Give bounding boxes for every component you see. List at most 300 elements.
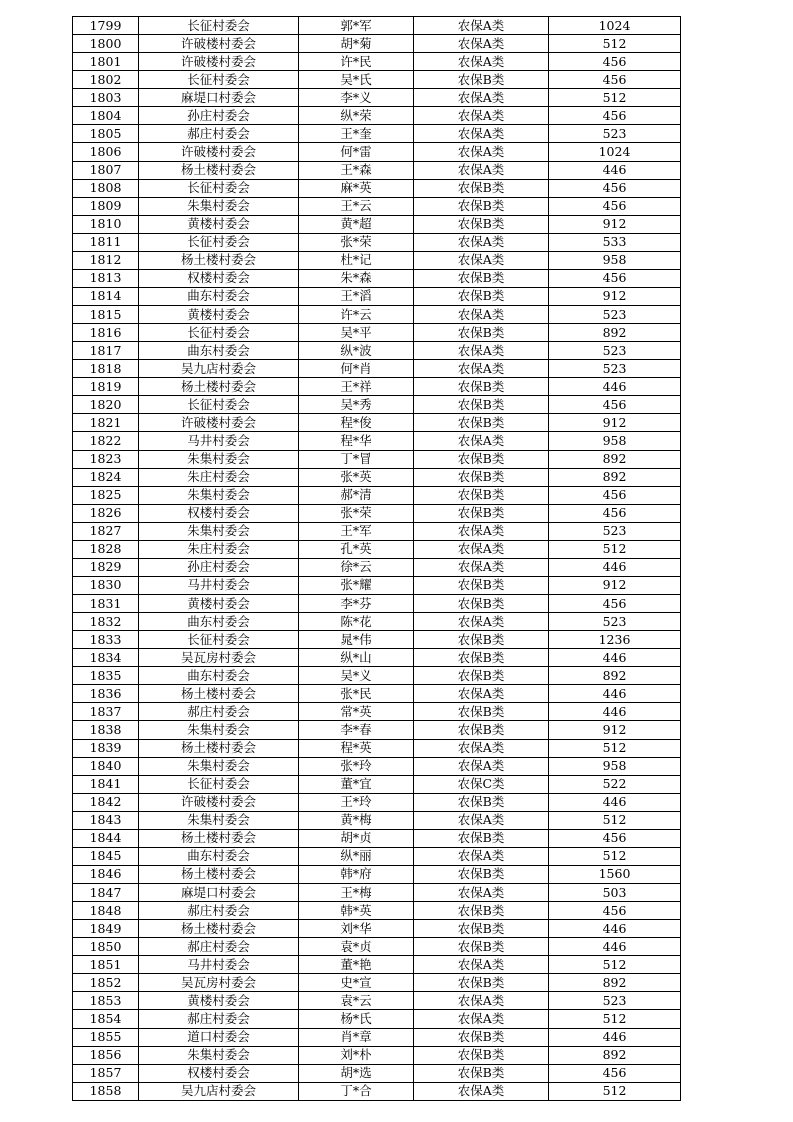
- serial-number-cell: 1848: [73, 902, 139, 920]
- amount-cell: 892: [549, 324, 681, 342]
- amount-cell: 512: [549, 956, 681, 974]
- table-row: [73, 956, 681, 974]
- amount-cell: 446: [549, 161, 681, 179]
- amount-cell: 912: [549, 215, 681, 233]
- serial-number-cell: 1842: [73, 793, 139, 811]
- person-name-cell: 胡*贞: [299, 829, 414, 847]
- person-name-cell: 麻*英: [299, 179, 414, 197]
- insurance-type-cell: 农保A类: [414, 360, 549, 378]
- table-row: [73, 287, 681, 305]
- village-committee-cell: 朱集村委会: [139, 450, 299, 468]
- amount-cell: 446: [549, 685, 681, 703]
- serial-number-cell: 1852: [73, 974, 139, 992]
- table-row: [73, 17, 681, 35]
- serial-number-cell: 1820: [73, 396, 139, 414]
- table-row: [73, 667, 681, 685]
- person-name-cell: 徐*云: [299, 558, 414, 576]
- table-row: [73, 197, 681, 215]
- insurance-type-cell: 农保B类: [414, 486, 549, 504]
- table-row: [73, 396, 681, 414]
- table-row: [73, 938, 681, 956]
- insurance-type-cell: 农保A类: [414, 251, 549, 269]
- person-name-cell: 李*春: [299, 721, 414, 739]
- village-committee-cell: 朱集村委会: [139, 486, 299, 504]
- person-name-cell: 张*荣: [299, 233, 414, 251]
- table-row: [73, 179, 681, 197]
- serial-number-cell: 1832: [73, 613, 139, 631]
- person-name-cell: 王*奎: [299, 125, 414, 143]
- village-committee-cell: 曲东村委会: [139, 613, 299, 631]
- village-committee-cell: 郝庄村委会: [139, 938, 299, 956]
- amount-cell: 512: [549, 89, 681, 107]
- table-row: [73, 540, 681, 558]
- insurance-type-cell: 农保B类: [414, 71, 549, 89]
- person-name-cell: 刘*华: [299, 920, 414, 938]
- insurance-type-cell: 农保C类: [414, 775, 549, 793]
- village-committee-cell: 曲东村委会: [139, 342, 299, 360]
- village-committee-cell: 长征村委会: [139, 775, 299, 793]
- serial-number-cell: 1836: [73, 685, 139, 703]
- serial-number-cell: 1845: [73, 847, 139, 865]
- insurance-type-cell: 农保B类: [414, 829, 549, 847]
- village-committee-cell: 孙庄村委会: [139, 107, 299, 125]
- person-name-cell: 晁*伟: [299, 631, 414, 649]
- table-row: [73, 884, 681, 902]
- serial-number-cell: 1833: [73, 631, 139, 649]
- person-name-cell: 杜*记: [299, 251, 414, 269]
- table-row: [73, 486, 681, 504]
- insurance-type-cell: 农保B类: [414, 1046, 549, 1064]
- serial-number-cell: 1822: [73, 432, 139, 450]
- village-committee-cell: 朱庄村委会: [139, 540, 299, 558]
- village-committee-cell: 许破楼村委会: [139, 793, 299, 811]
- insurance-type-cell: 农保B类: [414, 468, 549, 486]
- serial-number-cell: 1844: [73, 829, 139, 847]
- table-row: [73, 414, 681, 432]
- serial-number-cell: 1857: [73, 1064, 139, 1082]
- village-committee-cell: 曲东村委会: [139, 667, 299, 685]
- insurance-type-cell: 农保A类: [414, 306, 549, 324]
- amount-cell: 523: [549, 522, 681, 540]
- serial-number-cell: 1828: [73, 540, 139, 558]
- insurance-type-cell: 农保B类: [414, 576, 549, 594]
- insurance-type-cell: 农保A类: [414, 558, 549, 576]
- insurance-type-cell: 农保B类: [414, 324, 549, 342]
- table-row: [73, 1010, 681, 1028]
- insurance-type-cell: 农保B类: [414, 378, 549, 396]
- person-name-cell: 李*义: [299, 89, 414, 107]
- village-committee-cell: 许破楼村委会: [139, 35, 299, 53]
- serial-number-cell: 1841: [73, 775, 139, 793]
- table-row: [73, 739, 681, 757]
- person-name-cell: 郝*清: [299, 486, 414, 504]
- amount-cell: 523: [549, 360, 681, 378]
- person-name-cell: 张*玲: [299, 757, 414, 775]
- amount-cell: 523: [549, 125, 681, 143]
- table-row: [73, 829, 681, 847]
- person-name-cell: 吴*氏: [299, 71, 414, 89]
- table-row: [73, 35, 681, 53]
- insurance-type-cell: 农保A类: [414, 35, 549, 53]
- insurance-type-cell: 农保A类: [414, 53, 549, 71]
- insurance-type-cell: 农保A类: [414, 847, 549, 865]
- village-committee-cell: 吴瓦房村委会: [139, 974, 299, 992]
- amount-cell: 446: [549, 938, 681, 956]
- village-committee-cell: 马井村委会: [139, 432, 299, 450]
- serial-number-cell: 1830: [73, 576, 139, 594]
- person-name-cell: 纵*荣: [299, 107, 414, 125]
- village-committee-cell: 杨土楼村委会: [139, 378, 299, 396]
- village-committee-cell: 朱集村委会: [139, 811, 299, 829]
- person-name-cell: 程*英: [299, 739, 414, 757]
- person-name-cell: 丁*冒: [299, 450, 414, 468]
- table-row: [73, 71, 681, 89]
- amount-cell: 523: [549, 306, 681, 324]
- village-committee-cell: 杨土楼村委会: [139, 251, 299, 269]
- person-name-cell: 何*雷: [299, 143, 414, 161]
- serial-number-cell: 1814: [73, 287, 139, 305]
- amount-cell: 456: [549, 107, 681, 125]
- village-committee-cell: 杨土楼村委会: [139, 161, 299, 179]
- person-name-cell: 程*俊: [299, 414, 414, 432]
- serial-number-cell: 1819: [73, 378, 139, 396]
- amount-cell: 512: [549, 811, 681, 829]
- table-row: [73, 576, 681, 594]
- village-committee-cell: 许破楼村委会: [139, 143, 299, 161]
- records-table: [72, 16, 681, 1101]
- person-name-cell: 丁*合: [299, 1082, 414, 1100]
- amount-cell: 523: [549, 342, 681, 360]
- table-row: [73, 125, 681, 143]
- person-name-cell: 许*民: [299, 53, 414, 71]
- person-name-cell: 张*耀: [299, 576, 414, 594]
- table-row: [73, 89, 681, 107]
- serial-number-cell: 1831: [73, 595, 139, 613]
- serial-number-cell: 1817: [73, 342, 139, 360]
- village-committee-cell: 黄楼村委会: [139, 595, 299, 613]
- amount-cell: 456: [549, 595, 681, 613]
- person-name-cell: 纵*波: [299, 342, 414, 360]
- serial-number-cell: 1805: [73, 125, 139, 143]
- table-row: [73, 1064, 681, 1082]
- person-name-cell: 王*滔: [299, 287, 414, 305]
- insurance-type-cell: 农保A类: [414, 89, 549, 107]
- serial-number-cell: 1849: [73, 920, 139, 938]
- insurance-type-cell: 农保A类: [414, 125, 549, 143]
- insurance-type-cell: 农保B类: [414, 721, 549, 739]
- amount-cell: 892: [549, 1046, 681, 1064]
- serial-number-cell: 1810: [73, 215, 139, 233]
- village-committee-cell: 朱庄村委会: [139, 468, 299, 486]
- amount-cell: 892: [549, 468, 681, 486]
- insurance-type-cell: 农保A类: [414, 107, 549, 125]
- serial-number-cell: 1815: [73, 306, 139, 324]
- person-name-cell: 黄*超: [299, 215, 414, 233]
- insurance-type-cell: 农保B类: [414, 1064, 549, 1082]
- insurance-type-cell: 农保B类: [414, 667, 549, 685]
- insurance-type-cell: 农保B类: [414, 414, 549, 432]
- insurance-type-cell: 农保B类: [414, 793, 549, 811]
- amount-cell: 1560: [549, 865, 681, 883]
- table-row: [73, 233, 681, 251]
- amount-cell: 446: [549, 378, 681, 396]
- village-committee-cell: 长征村委会: [139, 396, 299, 414]
- insurance-type-cell: 农保A类: [414, 432, 549, 450]
- table-row: [73, 757, 681, 775]
- table-row: [73, 902, 681, 920]
- insurance-type-cell: 农保A类: [414, 161, 549, 179]
- village-committee-cell: 长征村委会: [139, 324, 299, 342]
- insurance-type-cell: 农保B类: [414, 974, 549, 992]
- amount-cell: 523: [549, 992, 681, 1010]
- amount-cell: 1024: [549, 143, 681, 161]
- village-committee-cell: 吴九店村委会: [139, 1082, 299, 1100]
- table-row: [73, 811, 681, 829]
- person-name-cell: 肖*章: [299, 1028, 414, 1046]
- insurance-type-cell: 农保B类: [414, 1028, 549, 1046]
- amount-cell: 446: [549, 703, 681, 721]
- amount-cell: 892: [549, 450, 681, 468]
- serial-number-cell: 1811: [73, 233, 139, 251]
- insurance-type-cell: 农保A类: [414, 956, 549, 974]
- table-row: [73, 613, 681, 631]
- insurance-type-cell: 农保A类: [414, 811, 549, 829]
- person-name-cell: 张*英: [299, 468, 414, 486]
- table-row: [73, 793, 681, 811]
- amount-cell: 456: [549, 179, 681, 197]
- village-committee-cell: 朱集村委会: [139, 1046, 299, 1064]
- village-committee-cell: 长征村委会: [139, 631, 299, 649]
- person-name-cell: 刘*朴: [299, 1046, 414, 1064]
- serial-number-cell: 1850: [73, 938, 139, 956]
- serial-number-cell: 1823: [73, 450, 139, 468]
- village-committee-cell: 吴九店村委会: [139, 360, 299, 378]
- amount-cell: 456: [549, 396, 681, 414]
- village-committee-cell: 郝庄村委会: [139, 125, 299, 143]
- person-name-cell: 董*宜: [299, 775, 414, 793]
- village-committee-cell: 长征村委会: [139, 17, 299, 35]
- village-committee-cell: 道口村委会: [139, 1028, 299, 1046]
- village-committee-cell: 马井村委会: [139, 576, 299, 594]
- table-row: [73, 504, 681, 522]
- serial-number-cell: 1835: [73, 667, 139, 685]
- village-committee-cell: 长征村委会: [139, 71, 299, 89]
- insurance-type-cell: 农保B类: [414, 703, 549, 721]
- village-committee-cell: 权楼村委会: [139, 504, 299, 522]
- insurance-type-cell: 农保B类: [414, 902, 549, 920]
- amount-cell: 512: [549, 739, 681, 757]
- table-row: [73, 161, 681, 179]
- insurance-type-cell: 农保A类: [414, 992, 549, 1010]
- table-row: [73, 306, 681, 324]
- serial-number-cell: 1802: [73, 71, 139, 89]
- serial-number-cell: 1801: [73, 53, 139, 71]
- amount-cell: 456: [549, 1064, 681, 1082]
- person-name-cell: 王*云: [299, 197, 414, 215]
- amount-cell: 456: [549, 902, 681, 920]
- amount-cell: 1024: [549, 17, 681, 35]
- amount-cell: 512: [549, 1082, 681, 1100]
- village-committee-cell: 权楼村委会: [139, 269, 299, 287]
- village-committee-cell: 杨土楼村委会: [139, 865, 299, 883]
- village-committee-cell: 吴瓦房村委会: [139, 649, 299, 667]
- amount-cell: 512: [549, 35, 681, 53]
- person-name-cell: 纵*丽: [299, 847, 414, 865]
- amount-cell: 446: [549, 920, 681, 938]
- serial-number-cell: 1818: [73, 360, 139, 378]
- serial-number-cell: 1806: [73, 143, 139, 161]
- village-committee-cell: 长征村委会: [139, 233, 299, 251]
- serial-number-cell: 1813: [73, 269, 139, 287]
- insurance-type-cell: 农保A类: [414, 1082, 549, 1100]
- table-row: [73, 992, 681, 1010]
- insurance-type-cell: 农保B类: [414, 631, 549, 649]
- person-name-cell: 何*肖: [299, 360, 414, 378]
- table-row: [73, 143, 681, 161]
- insurance-type-cell: 农保A类: [414, 884, 549, 902]
- serial-number-cell: 1808: [73, 179, 139, 197]
- village-committee-cell: 杨土楼村委会: [139, 829, 299, 847]
- person-name-cell: 杨*氏: [299, 1010, 414, 1028]
- village-committee-cell: 郝庄村委会: [139, 1010, 299, 1028]
- village-committee-cell: 马井村委会: [139, 956, 299, 974]
- person-name-cell: 史*宣: [299, 974, 414, 992]
- amount-cell: 456: [549, 197, 681, 215]
- person-name-cell: 朱*森: [299, 269, 414, 287]
- insurance-type-cell: 农保A类: [414, 1010, 549, 1028]
- table-row: [73, 1046, 681, 1064]
- village-committee-cell: 朱集村委会: [139, 522, 299, 540]
- village-committee-cell: 许破楼村委会: [139, 414, 299, 432]
- table-row: [73, 269, 681, 287]
- insurance-type-cell: 农保B类: [414, 396, 549, 414]
- person-name-cell: 王*玲: [299, 793, 414, 811]
- serial-number-cell: 1827: [73, 522, 139, 540]
- table-row: [73, 595, 681, 613]
- person-name-cell: 董*艳: [299, 956, 414, 974]
- person-name-cell: 胡*选: [299, 1064, 414, 1082]
- table-row: [73, 685, 681, 703]
- insurance-type-cell: 农保B类: [414, 504, 549, 522]
- serial-number-cell: 1834: [73, 649, 139, 667]
- table-row: [73, 847, 681, 865]
- person-name-cell: 王*军: [299, 522, 414, 540]
- serial-number-cell: 1803: [73, 89, 139, 107]
- amount-cell: 892: [549, 667, 681, 685]
- insurance-type-cell: 农保B类: [414, 287, 549, 305]
- amount-cell: 456: [549, 829, 681, 847]
- village-committee-cell: 黄楼村委会: [139, 306, 299, 324]
- village-committee-cell: 朱集村委会: [139, 197, 299, 215]
- insurance-type-cell: 农保A类: [414, 757, 549, 775]
- amount-cell: 1236: [549, 631, 681, 649]
- amount-cell: 958: [549, 432, 681, 450]
- person-name-cell: 胡*菊: [299, 35, 414, 53]
- village-committee-cell: 麻堤口村委会: [139, 89, 299, 107]
- serial-number-cell: 1812: [73, 251, 139, 269]
- person-name-cell: 韩*府: [299, 865, 414, 883]
- amount-cell: 512: [549, 1010, 681, 1028]
- table-row: [73, 107, 681, 125]
- village-committee-cell: 朱集村委会: [139, 757, 299, 775]
- amount-cell: 892: [549, 974, 681, 992]
- insurance-type-cell: 农保B类: [414, 215, 549, 233]
- amount-cell: 912: [549, 414, 681, 432]
- serial-number-cell: 1816: [73, 324, 139, 342]
- serial-number-cell: 1856: [73, 1046, 139, 1064]
- insurance-type-cell: 农保A类: [414, 143, 549, 161]
- insurance-type-cell: 农保B类: [414, 179, 549, 197]
- table-row: [73, 53, 681, 71]
- table-row: [73, 522, 681, 540]
- table-row: [73, 1028, 681, 1046]
- amount-cell: 456: [549, 269, 681, 287]
- serial-number-cell: 1809: [73, 197, 139, 215]
- person-name-cell: 许*云: [299, 306, 414, 324]
- serial-number-cell: 1800: [73, 35, 139, 53]
- person-name-cell: 王*森: [299, 161, 414, 179]
- serial-number-cell: 1821: [73, 414, 139, 432]
- table-row: [73, 558, 681, 576]
- serial-number-cell: 1843: [73, 811, 139, 829]
- table-row: [73, 432, 681, 450]
- serial-number-cell: 1846: [73, 865, 139, 883]
- person-name-cell: 陈*花: [299, 613, 414, 631]
- person-name-cell: 张*荣: [299, 504, 414, 522]
- serial-number-cell: 1858: [73, 1082, 139, 1100]
- table-row: [73, 215, 681, 233]
- table-row: [73, 631, 681, 649]
- person-name-cell: 袁*云: [299, 992, 414, 1010]
- insurance-type-cell: 农保A类: [414, 342, 549, 360]
- person-name-cell: 常*英: [299, 703, 414, 721]
- amount-cell: 446: [549, 793, 681, 811]
- person-name-cell: 程*华: [299, 432, 414, 450]
- village-committee-cell: 权楼村委会: [139, 1064, 299, 1082]
- serial-number-cell: 1825: [73, 486, 139, 504]
- table-row: [73, 775, 681, 793]
- insurance-type-cell: 农保B类: [414, 920, 549, 938]
- insurance-type-cell: 农保A类: [414, 685, 549, 703]
- village-committee-cell: 杨土楼村委会: [139, 920, 299, 938]
- amount-cell: 912: [549, 721, 681, 739]
- village-committee-cell: 长征村委会: [139, 179, 299, 197]
- table-row: [73, 468, 681, 486]
- serial-number-cell: 1855: [73, 1028, 139, 1046]
- amount-cell: 958: [549, 251, 681, 269]
- person-name-cell: 吴*平: [299, 324, 414, 342]
- amount-cell: 523: [549, 613, 681, 631]
- amount-cell: 456: [549, 486, 681, 504]
- serial-number-cell: 1829: [73, 558, 139, 576]
- insurance-type-cell: 农保A类: [414, 233, 549, 251]
- person-name-cell: 吴*秀: [299, 396, 414, 414]
- table-row: [73, 865, 681, 883]
- table-row: [73, 360, 681, 378]
- person-name-cell: 纵*山: [299, 649, 414, 667]
- village-committee-cell: 郝庄村委会: [139, 902, 299, 920]
- table-row: [73, 342, 681, 360]
- serial-number-cell: 1854: [73, 1010, 139, 1028]
- village-committee-cell: 麻堤口村委会: [139, 884, 299, 902]
- insurance-type-cell: 农保B类: [414, 269, 549, 287]
- serial-number-cell: 1853: [73, 992, 139, 1010]
- insurance-type-cell: 农保A类: [414, 17, 549, 35]
- serial-number-cell: 1807: [73, 161, 139, 179]
- amount-cell: 446: [549, 558, 681, 576]
- village-committee-cell: 朱集村委会: [139, 721, 299, 739]
- table-row: [73, 721, 681, 739]
